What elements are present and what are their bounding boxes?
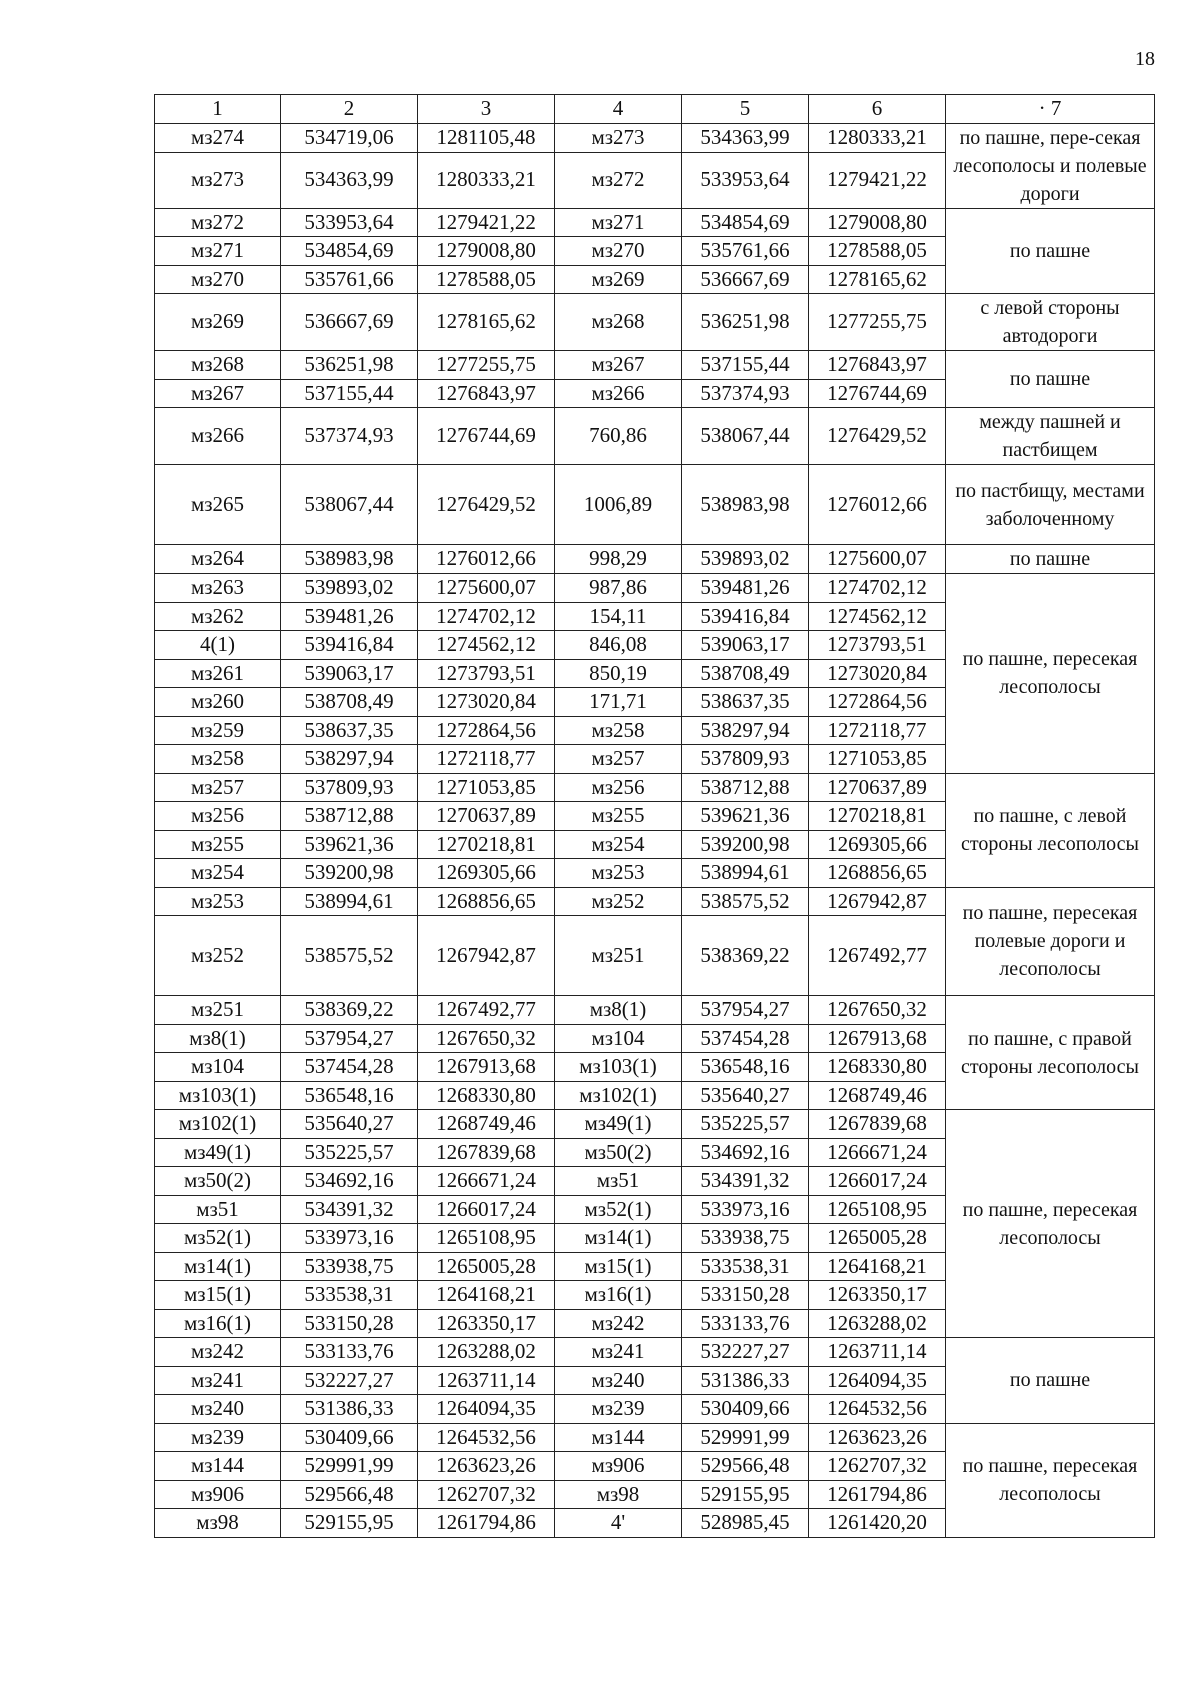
cell-point-to: мз16(1) — [555, 1281, 682, 1310]
cell-y-from: 1263623,26 — [418, 1452, 555, 1481]
cell-y-to: 1262707,32 — [809, 1452, 946, 1481]
cell-description: по пашне, пересекая лесополосы — [946, 1110, 1155, 1338]
cell-y-from: 1267492,77 — [418, 996, 555, 1025]
cell-description: по пашне, с левой стороны лесополосы — [946, 773, 1155, 887]
cell-point-from: мз267 — [155, 379, 281, 408]
cell-point-from: мз268 — [155, 351, 281, 380]
cell-y-from: 1281105,48 — [418, 123, 555, 152]
cell-y-from: 1268749,46 — [418, 1110, 555, 1139]
cell-point-to: мз271 — [555, 208, 682, 237]
cell-y-to: 1277255,75 — [809, 294, 946, 351]
cell-point-from: мз264 — [155, 545, 281, 574]
cell-x-from: 537374,93 — [281, 408, 418, 465]
cell-y-from: 1276744,69 — [418, 408, 555, 465]
cell-y-to: 1267913,68 — [809, 1024, 946, 1053]
cell-y-to: 1273793,51 — [809, 631, 946, 660]
cell-point-from: мз8(1) — [155, 1024, 281, 1053]
cell-description: по пастбищу, местами заболоченному — [946, 465, 1155, 545]
cell-point-from: мз98 — [155, 1509, 281, 1538]
cell-y-to: 1264532,56 — [809, 1395, 946, 1424]
cell-x-to: 538067,44 — [682, 408, 809, 465]
cell-y-from: 1276843,97 — [418, 379, 555, 408]
cell-x-from: 530409,66 — [281, 1423, 418, 1452]
cell-point-from: мз14(1) — [155, 1252, 281, 1281]
cell-point-to: мз98 — [555, 1480, 682, 1509]
header-row — [155, 95, 1155, 124]
cell-y-to: 1261794,86 — [809, 1480, 946, 1509]
column-header: 4 — [555, 95, 682, 124]
table-row — [155, 773, 1155, 802]
cell-description: по пашне — [946, 351, 1155, 408]
cell-x-to: 536251,98 — [682, 294, 809, 351]
cell-y-from: 1264168,21 — [418, 1281, 555, 1310]
cell-y-from: 1267650,32 — [418, 1024, 555, 1053]
table-row — [155, 545, 1155, 574]
cell-x-to: 536548,16 — [682, 1053, 809, 1082]
cell-point-to: мз103(1) — [555, 1053, 682, 1082]
coordinates-table — [154, 94, 1155, 1538]
cell-x-to: 538712,88 — [682, 773, 809, 802]
cell-point-from: мз103(1) — [155, 1081, 281, 1110]
table-row — [155, 574, 1155, 603]
cell-point-to: 846,08 — [555, 631, 682, 660]
cell-y-from: 1277255,75 — [418, 351, 555, 380]
cell-x-to: 539481,26 — [682, 574, 809, 603]
cell-point-from: мз254 — [155, 859, 281, 888]
cell-x-from: 534692,16 — [281, 1167, 418, 1196]
cell-point-from: мз261 — [155, 659, 281, 688]
cell-y-to: 1279421,22 — [809, 152, 946, 208]
cell-x-to: 535225,57 — [682, 1110, 809, 1139]
cell-y-from: 1263350,17 — [418, 1309, 555, 1338]
cell-y-from: 1271053,85 — [418, 773, 555, 802]
cell-y-from: 1278588,05 — [418, 265, 555, 294]
cell-description: по пашне — [946, 1338, 1155, 1424]
cell-description: по пашне — [946, 208, 1155, 294]
cell-x-from: 536667,69 — [281, 294, 418, 351]
cell-y-from: 1267942,87 — [418, 916, 555, 996]
table-row — [155, 1338, 1155, 1367]
cell-y-to: 1265108,95 — [809, 1195, 946, 1224]
cell-y-to: 1276012,66 — [809, 465, 946, 545]
table-row — [155, 887, 1155, 916]
cell-point-from: мз259 — [155, 716, 281, 745]
cell-point-from: мз906 — [155, 1480, 281, 1509]
cell-y-from: 1274702,12 — [418, 602, 555, 631]
cell-point-to: мз268 — [555, 294, 682, 351]
cell-y-to: 1278165,62 — [809, 265, 946, 294]
cell-y-to: 1265005,28 — [809, 1224, 946, 1253]
cell-y-to: 1276843,97 — [809, 351, 946, 380]
cell-y-to: 1274562,12 — [809, 602, 946, 631]
cell-x-to: 537155,44 — [682, 351, 809, 380]
cell-y-from: 1263288,02 — [418, 1338, 555, 1367]
cell-x-from: 537809,93 — [281, 773, 418, 802]
cell-point-to: 998,29 — [555, 545, 682, 574]
cell-x-from: 537155,44 — [281, 379, 418, 408]
cell-x-to: 538369,22 — [682, 916, 809, 996]
cell-y-to: 1266017,24 — [809, 1167, 946, 1196]
cell-point-from: мз273 — [155, 152, 281, 208]
cell-x-to: 533973,16 — [682, 1195, 809, 1224]
cell-x-to: 533938,75 — [682, 1224, 809, 1253]
cell-point-to: мз252 — [555, 887, 682, 916]
cell-description: по пашне, пересекая лесополосы — [946, 1423, 1155, 1537]
column-header: 1 — [155, 95, 281, 124]
cell-point-from: мз270 — [155, 265, 281, 294]
cell-point-from: мз241 — [155, 1366, 281, 1395]
cell-point-to: мз266 — [555, 379, 682, 408]
cell-x-to: 537809,93 — [682, 745, 809, 774]
cell-point-from: мз262 — [155, 602, 281, 631]
cell-y-from: 1262707,32 — [418, 1480, 555, 1509]
cell-y-from: 1275600,07 — [418, 574, 555, 603]
cell-point-to: мз269 — [555, 265, 682, 294]
cell-y-to: 1270218,81 — [809, 802, 946, 831]
cell-y-from: 1265005,28 — [418, 1252, 555, 1281]
cell-x-from: 539063,17 — [281, 659, 418, 688]
cell-point-to: мз51 — [555, 1167, 682, 1196]
cell-x-from: 534719,06 — [281, 123, 418, 152]
cell-x-to: 536667,69 — [682, 265, 809, 294]
column-header: 2 — [281, 95, 418, 124]
cell-point-to: мз144 — [555, 1423, 682, 1452]
cell-y-from: 1279008,80 — [418, 237, 555, 266]
cell-y-from: 1267913,68 — [418, 1053, 555, 1082]
cell-x-to: 538297,94 — [682, 716, 809, 745]
cell-x-from: 538712,88 — [281, 802, 418, 831]
cell-y-from: 1270218,81 — [418, 830, 555, 859]
cell-description: по пашне, пере-секая лесополосы и полевые дороги — [946, 123, 1155, 208]
cell-description: с левой стороны автодороги — [946, 294, 1155, 351]
cell-y-from: 1279421,22 — [418, 208, 555, 237]
cell-x-from: 529155,95 — [281, 1509, 418, 1538]
cell-x-to: 534854,69 — [682, 208, 809, 237]
cell-point-to: мз906 — [555, 1452, 682, 1481]
cell-point-from: мз104 — [155, 1053, 281, 1082]
cell-x-from: 539893,02 — [281, 574, 418, 603]
cell-x-from: 533133,76 — [281, 1338, 418, 1367]
cell-y-from: 1266671,24 — [418, 1167, 555, 1196]
cell-description: по пашне, пересекая лесополосы — [946, 574, 1155, 774]
cell-x-from: 535225,57 — [281, 1138, 418, 1167]
cell-x-to: 533953,64 — [682, 152, 809, 208]
cell-x-to: 535640,27 — [682, 1081, 809, 1110]
cell-point-to: мз241 — [555, 1338, 682, 1367]
cell-y-from: 1261794,86 — [418, 1509, 555, 1538]
cell-point-to: 4' — [555, 1509, 682, 1538]
cell-point-to: мз255 — [555, 802, 682, 831]
cell-point-from: мз49(1) — [155, 1138, 281, 1167]
cell-point-from: мз260 — [155, 688, 281, 717]
page-number: 18 — [1135, 48, 1155, 70]
table-row — [155, 408, 1155, 465]
cell-x-from: 535761,66 — [281, 265, 418, 294]
cell-x-to: 539893,02 — [682, 545, 809, 574]
table-row — [155, 123, 1155, 152]
cell-point-to: мз240 — [555, 1366, 682, 1395]
cell-point-from: мз51 — [155, 1195, 281, 1224]
cell-y-from: 1268856,65 — [418, 887, 555, 916]
cell-x-to: 530409,66 — [682, 1395, 809, 1424]
cell-point-from: мз50(2) — [155, 1167, 281, 1196]
cell-point-from: мз251 — [155, 996, 281, 1025]
cell-x-to: 538575,52 — [682, 887, 809, 916]
cell-point-from: мз52(1) — [155, 1224, 281, 1253]
table-body — [155, 123, 1155, 1537]
cell-y-to: 1267839,68 — [809, 1110, 946, 1139]
cell-point-from: мз269 — [155, 294, 281, 351]
cell-point-to: мз15(1) — [555, 1252, 682, 1281]
cell-point-from: мз255 — [155, 830, 281, 859]
cell-point-from: мз256 — [155, 802, 281, 831]
cell-x-from: 531386,33 — [281, 1395, 418, 1424]
cell-y-to: 1267650,32 — [809, 996, 946, 1025]
cell-x-to: 539621,36 — [682, 802, 809, 831]
cell-y-from: 1276429,52 — [418, 465, 555, 545]
cell-y-to: 1268330,80 — [809, 1053, 946, 1082]
cell-point-from: мз266 — [155, 408, 281, 465]
cell-point-to: 154,11 — [555, 602, 682, 631]
cell-x-from: 537454,28 — [281, 1053, 418, 1082]
cell-y-from: 1267839,68 — [418, 1138, 555, 1167]
cell-y-to: 1271053,85 — [809, 745, 946, 774]
cell-point-to: мз257 — [555, 745, 682, 774]
cell-y-to: 1263711,14 — [809, 1338, 946, 1367]
cell-y-to: 1275600,07 — [809, 545, 946, 574]
cell-point-to: мз254 — [555, 830, 682, 859]
cell-y-to: 1268856,65 — [809, 859, 946, 888]
cell-y-from: 1272864,56 — [418, 716, 555, 745]
cell-y-to: 1278588,05 — [809, 237, 946, 266]
cell-point-to: 1006,89 — [555, 465, 682, 545]
cell-point-from: мз257 — [155, 773, 281, 802]
cell-y-from: 1272118,77 — [418, 745, 555, 774]
cell-point-to: мз270 — [555, 237, 682, 266]
cell-point-to: мз14(1) — [555, 1224, 682, 1253]
cell-y-from: 1264532,56 — [418, 1423, 555, 1452]
cell-y-from: 1270637,89 — [418, 802, 555, 831]
cell-y-to: 1269305,66 — [809, 830, 946, 859]
cell-point-from: мз102(1) — [155, 1110, 281, 1139]
column-header: 5 — [682, 95, 809, 124]
cell-x-from: 538994,61 — [281, 887, 418, 916]
cell-y-to: 1274702,12 — [809, 574, 946, 603]
column-header: · 7 — [946, 95, 1155, 124]
cell-x-from: 536251,98 — [281, 351, 418, 380]
cell-x-from: 534363,99 — [281, 152, 418, 208]
cell-x-from: 538297,94 — [281, 745, 418, 774]
cell-point-from: мз274 — [155, 123, 281, 152]
cell-point-from: 4(1) — [155, 631, 281, 660]
cell-point-from: мз242 — [155, 1338, 281, 1367]
cell-x-to: 539416,84 — [682, 602, 809, 631]
cell-point-to: мз253 — [555, 859, 682, 888]
cell-point-to: 760,86 — [555, 408, 682, 465]
cell-y-from: 1273020,84 — [418, 688, 555, 717]
cell-point-to: мз273 — [555, 123, 682, 152]
cell-point-to: мз8(1) — [555, 996, 682, 1025]
cell-y-to: 1263623,26 — [809, 1423, 946, 1452]
table-row — [155, 294, 1155, 351]
cell-x-to: 528985,45 — [682, 1509, 809, 1538]
cell-point-from: мз258 — [155, 745, 281, 774]
table-row — [155, 208, 1155, 237]
cell-x-to: 537954,27 — [682, 996, 809, 1025]
cell-y-to: 1273020,84 — [809, 659, 946, 688]
cell-y-from: 1268330,80 — [418, 1081, 555, 1110]
table-row — [155, 1110, 1155, 1139]
cell-point-to: мз49(1) — [555, 1110, 682, 1139]
cell-x-to: 538983,98 — [682, 465, 809, 545]
cell-y-from: 1269305,66 — [418, 859, 555, 888]
cell-y-to: 1270637,89 — [809, 773, 946, 802]
cell-point-to: мз104 — [555, 1024, 682, 1053]
cell-point-from: мз263 — [155, 574, 281, 603]
cell-point-to: мз251 — [555, 916, 682, 996]
table-row — [155, 465, 1155, 545]
cell-y-from: 1280333,21 — [418, 152, 555, 208]
cell-point-from: мз265 — [155, 465, 281, 545]
cell-point-from: мз253 — [155, 887, 281, 916]
cell-point-to: мз258 — [555, 716, 682, 745]
cell-x-from: 533538,31 — [281, 1281, 418, 1310]
table-row — [155, 351, 1155, 380]
cell-x-from: 529566,48 — [281, 1480, 418, 1509]
cell-x-from: 539621,36 — [281, 830, 418, 859]
cell-point-to: мз256 — [555, 773, 682, 802]
cell-point-to: 850,19 — [555, 659, 682, 688]
cell-x-to: 534692,16 — [682, 1138, 809, 1167]
table-row — [155, 1423, 1155, 1452]
cell-point-from: мз272 — [155, 208, 281, 237]
cell-x-from: 539481,26 — [281, 602, 418, 631]
cell-x-from: 535640,27 — [281, 1110, 418, 1139]
cell-y-from: 1273793,51 — [418, 659, 555, 688]
cell-x-to: 533133,76 — [682, 1309, 809, 1338]
cell-point-from: мз239 — [155, 1423, 281, 1452]
cell-x-from: 533938,75 — [281, 1252, 418, 1281]
cell-x-from: 533150,28 — [281, 1309, 418, 1338]
cell-y-from: 1276012,66 — [418, 545, 555, 574]
cell-y-from: 1266017,24 — [418, 1195, 555, 1224]
cell-x-to: 537374,93 — [682, 379, 809, 408]
cell-x-to: 529991,99 — [682, 1423, 809, 1452]
cell-y-to: 1280333,21 — [809, 123, 946, 152]
cell-x-to: 537454,28 — [682, 1024, 809, 1053]
cell-x-to: 538637,35 — [682, 688, 809, 717]
cell-y-to: 1264094,35 — [809, 1366, 946, 1395]
cell-x-to: 534363,99 — [682, 123, 809, 152]
cell-x-to: 529155,95 — [682, 1480, 809, 1509]
cell-x-from: 529991,99 — [281, 1452, 418, 1481]
cell-description: по пашне, пересекая полевые дороги и лесополосы — [946, 887, 1155, 996]
cell-point-from: мз271 — [155, 237, 281, 266]
cell-y-to: 1266671,24 — [809, 1138, 946, 1167]
cell-x-from: 534854,69 — [281, 237, 418, 266]
cell-point-from: мз15(1) — [155, 1281, 281, 1310]
cell-y-from: 1263711,14 — [418, 1366, 555, 1395]
cell-x-to: 539063,17 — [682, 631, 809, 660]
cell-y-to: 1272118,77 — [809, 716, 946, 745]
cell-x-from: 538708,49 — [281, 688, 418, 717]
cell-point-to: мз267 — [555, 351, 682, 380]
column-header: 6 — [809, 95, 946, 124]
cell-y-to: 1264168,21 — [809, 1252, 946, 1281]
cell-point-to: 171,71 — [555, 688, 682, 717]
cell-description: по пашне — [946, 545, 1155, 574]
cell-x-to: 538994,61 — [682, 859, 809, 888]
cell-y-to: 1263288,02 — [809, 1309, 946, 1338]
cell-y-from: 1274562,12 — [418, 631, 555, 660]
cell-point-to: мз50(2) — [555, 1138, 682, 1167]
cell-description: по пашне, с правой стороны лесополосы — [946, 996, 1155, 1110]
cell-point-to: мз52(1) — [555, 1195, 682, 1224]
cell-y-to: 1276744,69 — [809, 379, 946, 408]
cell-x-to: 534391,32 — [682, 1167, 809, 1196]
cell-x-from: 539200,98 — [281, 859, 418, 888]
cell-y-from: 1264094,35 — [418, 1395, 555, 1424]
cell-y-to: 1267492,77 — [809, 916, 946, 996]
cell-y-to: 1261420,20 — [809, 1509, 946, 1538]
column-header: 3 — [418, 95, 555, 124]
cell-y-to: 1279008,80 — [809, 208, 946, 237]
cell-x-to: 539200,98 — [682, 830, 809, 859]
cell-point-to: мз272 — [555, 152, 682, 208]
cell-y-from: 1278165,62 — [418, 294, 555, 351]
cell-y-to: 1272864,56 — [809, 688, 946, 717]
cell-x-to: 531386,33 — [682, 1366, 809, 1395]
cell-x-to: 532227,27 — [682, 1338, 809, 1367]
cell-description: между пашней и пастбищем — [946, 408, 1155, 465]
cell-point-to: мз102(1) — [555, 1081, 682, 1110]
cell-point-from: мз16(1) — [155, 1309, 281, 1338]
cell-y-to: 1276429,52 — [809, 408, 946, 465]
cell-point-from: мз144 — [155, 1452, 281, 1481]
cell-y-to: 1263350,17 — [809, 1281, 946, 1310]
cell-x-from: 538637,35 — [281, 716, 418, 745]
cell-x-from: 538067,44 — [281, 465, 418, 545]
cell-x-from: 533973,16 — [281, 1224, 418, 1253]
cell-y-to: 1268749,46 — [809, 1081, 946, 1110]
cell-x-from: 539416,84 — [281, 631, 418, 660]
cell-x-from: 537954,27 — [281, 1024, 418, 1053]
cell-x-from: 532227,27 — [281, 1366, 418, 1395]
cell-x-to: 529566,48 — [682, 1452, 809, 1481]
cell-x-from: 536548,16 — [281, 1081, 418, 1110]
cell-point-to: мз239 — [555, 1395, 682, 1424]
cell-x-from: 533953,64 — [281, 208, 418, 237]
cell-y-from: 1265108,95 — [418, 1224, 555, 1253]
cell-y-to: 1267942,87 — [809, 887, 946, 916]
cell-point-from: мз240 — [155, 1395, 281, 1424]
cell-x-to: 533538,31 — [682, 1252, 809, 1281]
cell-x-from: 538369,22 — [281, 996, 418, 1025]
cell-x-to: 535761,66 — [682, 237, 809, 266]
cell-x-to: 533150,28 — [682, 1281, 809, 1310]
table-row — [155, 996, 1155, 1025]
cell-x-to: 538708,49 — [682, 659, 809, 688]
cell-x-from: 538575,52 — [281, 916, 418, 996]
cell-x-from: 538983,98 — [281, 545, 418, 574]
cell-point-to: 987,86 — [555, 574, 682, 603]
cell-point-from: мз252 — [155, 916, 281, 996]
cell-point-to: мз242 — [555, 1309, 682, 1338]
cell-x-from: 534391,32 — [281, 1195, 418, 1224]
